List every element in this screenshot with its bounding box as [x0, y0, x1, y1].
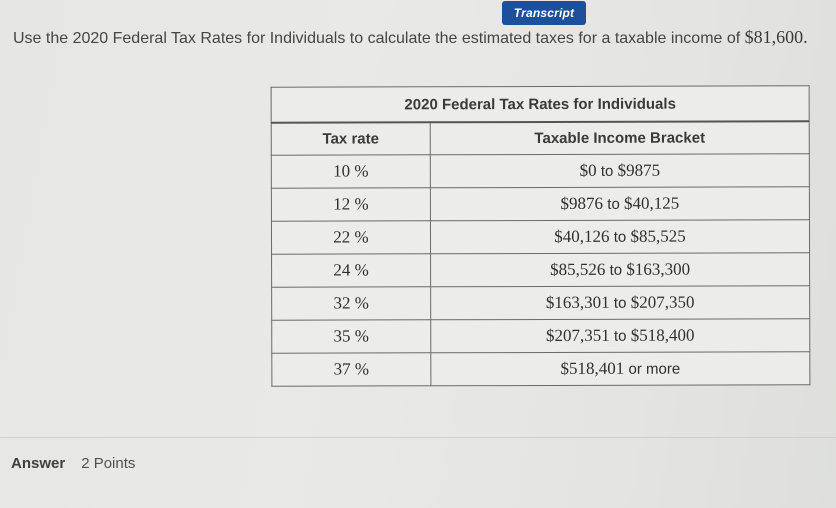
- bracket-cell: [430, 154, 809, 188]
- bracket-to: $40,125: [624, 193, 680, 213]
- bracket-from: $163,301: [545, 292, 610, 312]
- bracket-joiner: to: [609, 261, 623, 279]
- tax-rate-cell: 35 %: [272, 320, 431, 353]
- answer-label: Answer: [11, 455, 66, 472]
- bracket-from: $9876: [560, 193, 604, 213]
- tax-rate-cell: 24 %: [272, 254, 431, 287]
- question-prompt: Use the 2020 Federal Tax Rates for Individuals to calculate the estimated taxes for a taxable income of: [13, 30, 745, 47]
- table-row: [272, 352, 810, 386]
- tax-rate-cell: 37 %: [272, 353, 431, 386]
- bracket-joiner: to: [607, 195, 620, 213]
- table-title: 2020 Federal Tax Rates for Individuals: [271, 86, 809, 123]
- bracket-from: $85,526: [550, 259, 606, 279]
- table-row: [272, 286, 810, 320]
- transcript-button[interactable]: Transcript: [502, 1, 586, 25]
- table-row: [271, 187, 809, 221]
- bracket-to: $163,300: [626, 259, 691, 279]
- bracket-to: $518,400: [630, 325, 695, 345]
- bracket-joiner: to: [600, 162, 614, 180]
- bracket-cell: [431, 319, 810, 353]
- bracket-joiner: to: [613, 228, 627, 246]
- points-label: 2 Points: [81, 455, 136, 472]
- tax-rate-cell: 22 %: [271, 221, 430, 254]
- tax-rate-cell: 12 %: [271, 188, 430, 221]
- header-tax-rate: Tax rate: [271, 122, 430, 155]
- header-income-bracket: Taxable Income Bracket: [430, 121, 809, 154]
- bracket-joiner: or more: [628, 360, 681, 378]
- bracket-cell: [430, 187, 809, 221]
- bracket-cell: [430, 220, 809, 254]
- bracket-to: $9875: [617, 160, 661, 180]
- table-row: [271, 154, 809, 188]
- bracket-cell: [431, 253, 810, 287]
- bracket-cell: [431, 352, 810, 386]
- bracket-from: $0: [579, 160, 597, 180]
- table-row: [272, 253, 810, 287]
- table-row: [272, 319, 810, 353]
- question-text: [13, 27, 833, 48]
- bracket-from: $40,126: [554, 226, 610, 246]
- bracket-joiner: to: [613, 327, 627, 345]
- bracket-joiner: to: [613, 294, 627, 312]
- bracket-from: $518,401: [560, 358, 625, 378]
- bracket-to: $207,350: [630, 292, 695, 312]
- section-divider: [0, 437, 836, 438]
- bracket-cell: [431, 286, 810, 320]
- bracket-from: $207,351: [545, 325, 610, 345]
- bracket-to: $85,525: [630, 226, 686, 246]
- tax-rate-table: [271, 85, 811, 386]
- answer-section: [11, 455, 135, 472]
- tax-rate-cell: 32 %: [272, 287, 431, 320]
- table-row: [271, 220, 809, 254]
- tax-rate-cell: 10 %: [271, 155, 430, 188]
- question-amount: $81,600.: [744, 27, 808, 47]
